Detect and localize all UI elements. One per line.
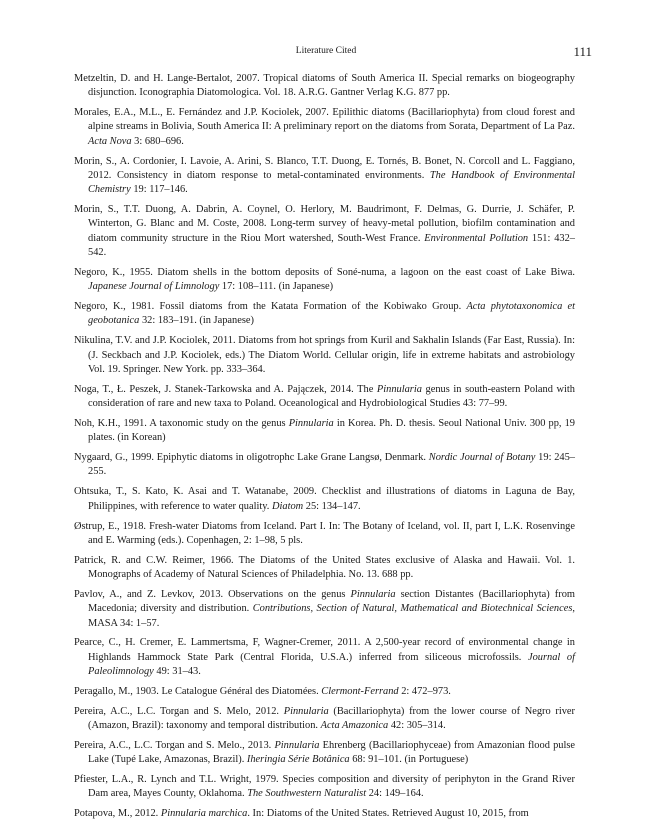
reference-entry bbox=[74, 155, 575, 198]
reference-entry bbox=[74, 485, 575, 514]
reference-entry bbox=[74, 334, 575, 377]
reference-entry bbox=[74, 266, 575, 295]
reference-text: Metzeltin, D. and H. Lange-Bertalot, 2007. Tropical diatoms of South America II. Special remarks on biogeography disjunction. Iconographia Diatomologica. Vol. 18. A.R.G. Gantner Verlag K.G. 877 pp. bbox=[74, 73, 575, 99]
reference-text: Noga, T., Ł. Peszek, J. Stanek-Tarkowska and A. Pajączek, 2014. The bbox=[74, 383, 377, 395]
reference-entry bbox=[74, 636, 575, 679]
reference-entry bbox=[74, 739, 575, 768]
reference-italic-text: Diatom bbox=[272, 500, 304, 512]
reference-text: Potapova, M., 2012. bbox=[74, 808, 161, 820]
reference-entry bbox=[74, 451, 575, 480]
running-header bbox=[60, 44, 592, 60]
reference-entry bbox=[74, 773, 575, 802]
reference-italic-text: Pinnularia bbox=[376, 383, 422, 395]
reference-entry bbox=[74, 72, 575, 101]
reference-text: 19: 117–146. bbox=[130, 184, 188, 196]
reference-text: . In: Diatoms of the United States. Retrieved August 10, 2015, from bbox=[247, 808, 529, 820]
reference-entry bbox=[74, 520, 575, 549]
reference-text: Morin, S., T.T. Duong, A. Dabrin, A. Coynel, O. Herlory, M. Baudrimont, F. Delmas, G. Durrie, J. Schäfer, P. Winterton, G. Blanc and M. Coste, 2008. Long-term survey of heavy-metal pollution, biofilm contamination and diatom community structure in the Riou Mort watershed, South-West France. bbox=[74, 204, 575, 244]
reference-text: , MASA 34: 1–57. bbox=[88, 603, 575, 629]
reference-entry bbox=[74, 685, 575, 699]
reference-text: Pereira, A.C., L.C. Torgan and S. Melo., 2013. bbox=[74, 739, 275, 751]
reference-text: Pfiester, L.A., R. Lynch and T.L. Wright, 1979. Species composition and diversity of periphyton in the Grand River Dam area, Mayes County, Oklahoma. bbox=[74, 774, 575, 800]
reference-italic-text: Pinnularia bbox=[350, 588, 396, 600]
reference-italic-text: The Southwestern Naturalist bbox=[247, 788, 367, 800]
reference-text: Pereira, A.C., L.C. Torgan and S. Melo, 2012. bbox=[74, 705, 284, 717]
reference-italic-text: Journal of Paleolimnology bbox=[88, 651, 575, 677]
reference-text: Østrup, E., 1918. Fresh-water Diatoms from Iceland. Part I. In: The Botany of Iceland, vol. II, part I, L.K. Rosenvinge and E. Warming (eds.). Copenhagen, 2: 1–98, 5 pls. bbox=[74, 520, 575, 546]
reference-italic-text: Environmental Pollution bbox=[424, 232, 529, 244]
reference-entry bbox=[74, 383, 575, 412]
reference-text: Ohtsuka, T., S. Kato, K. Asai and T. Watanabe, 2009. Checklist and illustrations of diatoms in Laguna de Bay, Philippines, with reference to water quality. bbox=[74, 486, 575, 512]
reference-text: 24: 149–164. bbox=[366, 788, 424, 800]
reference-text: Negoro, K., 1955. Diatom shells in the bottom deposits of Soné-numa, a lagoon on the east coast of Lake Biwa. bbox=[74, 266, 575, 278]
page-number: 111 bbox=[573, 44, 592, 59]
reference-text: Nikulina, T.V. and J.P. Kociolek, 2011. Diatoms from hot springs from Kuril and Sakhalin Islands (Far East, Russia). In: (J. Seckbach and J.P. Kociolek, eds.) The Diatom World. Cellular origin, life in extreme habitats and astrobiology Vol. 19. Springer. New York. pp. 333–364. bbox=[74, 335, 575, 375]
reference-text: Patrick, R. and C.W. Reimer, 1966. The Diatoms of the United States exclusive of Alaska and Hawaii. Vol. 1. Monographs of Academy of Natural Sciences of Philadelphia. No. 13. 688 pp. bbox=[74, 554, 575, 581]
reference-italic-text: Pinnularia bbox=[288, 417, 334, 429]
reference-list bbox=[74, 72, 575, 827]
reference-text: 3: 680–696. bbox=[131, 135, 184, 147]
reference-italic-text: Contributions, Section of Natural, Mathematical and Biotechnical Sciences bbox=[252, 603, 573, 615]
reference-entry bbox=[74, 203, 575, 260]
reference-text: in Korea. Ph. D. thesis. Seoul National Univ. 300 pp, 19 plates. (in Korean) bbox=[88, 417, 575, 444]
reference-text: Ehrenberg (Bacillariophyceae) from Amazonian flood pulse Lake (Tupé Lake, Amazonas, Brazil). bbox=[88, 739, 576, 766]
reference-text: Morin, S., A. Cordonier, I. Lavoie, A. Arini, S. Blanco, T.T. Duong, E. Tornés, B. Bonet, N. Corcoll and L. Faggiano, 2012. Consistency in diatom response to metal-contaminated environments. bbox=[74, 155, 575, 181]
reference-italic-text: Iheringia Série Botânica bbox=[246, 754, 350, 766]
reference-italic-text: Clermont-Ferrand bbox=[321, 685, 399, 697]
reference-text: Morales, E.A., M.L., E. Fernández and J.P. Kociolek, 2007. Epilithic diatoms (Bacillariophyta) from cloud forest and alpine streams in Bolivia, South America II: A preliminary report on the diatoms from Sorata, Department of La Paz. bbox=[74, 107, 575, 133]
reference-italic-text: Pinnularia bbox=[274, 739, 320, 751]
reference-entry bbox=[74, 417, 575, 446]
reference-text: Negoro, K., 1981. Fossil diatoms from the Katata Formation of the Kobiwako Group. bbox=[74, 301, 467, 313]
reference-entry bbox=[74, 588, 575, 631]
reference-italic-text: The Handbook of Environmental Chemistry bbox=[88, 169, 575, 196]
reference-italic-text: Pinnularia bbox=[283, 705, 329, 717]
reference-text: (Bacillariophyta) from the lower course of Negro river (Amazon, Brazil): taxonomy and temporal distribution. bbox=[88, 705, 575, 732]
reference-entry bbox=[74, 807, 575, 821]
reference-text: 68: 91–101. (in Portuguese) bbox=[349, 754, 469, 766]
running-title: Literature Cited bbox=[295, 46, 357, 56]
reference-text: 19: 245–255. bbox=[88, 452, 576, 478]
reference-text: Nygaard, G., 1999. Epiphytic diatoms in oligotrophc Lake Grane Langsø, Denmark. bbox=[74, 452, 429, 464]
reference-text: genus in south-eastern Poland with consideration of rare and new taxa to Poland. Oceanological and Hydrobiological Studies 43: 77–99. bbox=[88, 383, 575, 410]
reference-text: 2: 472–973. bbox=[398, 685, 451, 697]
reference-text: 151: 432–542. bbox=[88, 232, 575, 259]
reference-entry bbox=[74, 106, 575, 149]
reference-text: 42: 305–314. bbox=[388, 720, 446, 732]
reference-text: Peragallo, M., 1903. Le Catalogue Général des Diatomées. bbox=[74, 685, 322, 697]
reference-entry bbox=[74, 300, 575, 329]
reference-italic-text: Japanese Journal of Limnology bbox=[88, 281, 220, 293]
reference-italic-text: Nordic Journal of Botany bbox=[428, 452, 536, 464]
reference-italic-text: Acta Nova bbox=[88, 135, 132, 147]
reference-text: Noh, K.H., 1991. A taxonomic study on the genus bbox=[74, 417, 289, 429]
reference-italic-text: Pinnularia marchica bbox=[160, 808, 248, 820]
reference-italic-text: Acta Amazonica bbox=[320, 720, 389, 732]
reference-text: 32: 183–191. (in Japanese) bbox=[139, 315, 254, 327]
reference-text: 17: 108–111. (in Japanese) bbox=[219, 281, 334, 293]
reference-entry bbox=[74, 705, 575, 734]
reference-text: 49: 31–43. bbox=[153, 666, 201, 677]
reference-text: Pavlov, A., and Z. Levkov, 2013. Observations on the genus bbox=[74, 588, 351, 600]
reference-text: Pearce, C., H. Cremer, E. Lammertsma, F, Wagner-Cremer, 2011. A 2,500-year record of environmental change in Highlands Hammock State Park (Central Florida, U.S.A.) inferred from siliceous microfossils. bbox=[74, 637, 575, 663]
reference-text: section Distantes (Bacillariophyta) from Macedonia; diversity and distribution. bbox=[88, 588, 575, 615]
reference-italic-text: Acta phytotaxonomica et geobotanica bbox=[88, 301, 575, 327]
reference-entry bbox=[74, 554, 575, 583]
reference-text: 25: 134–147. bbox=[303, 500, 361, 512]
